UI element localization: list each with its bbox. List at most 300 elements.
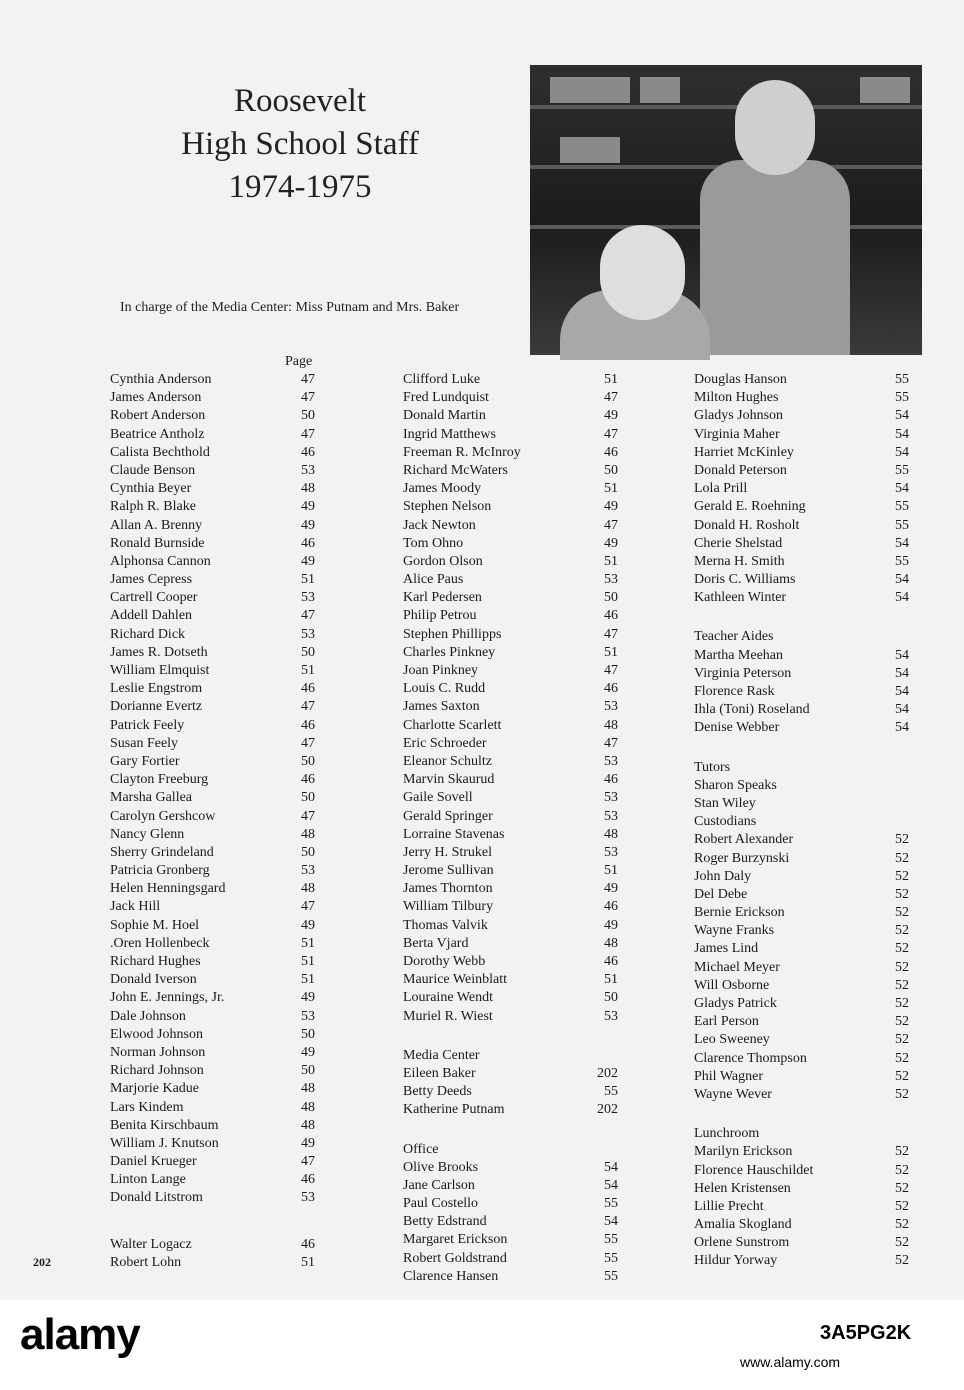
staff-page: 54 [895,535,909,551]
staff-page: 55 [604,1250,618,1266]
staff-row [403,917,618,935]
staff-name: Patricia Gronberg [110,863,210,879]
staff-page: 53 [301,1190,315,1206]
staff-row [403,1268,618,1286]
staff-name: Muriel R. Wiest [403,1008,493,1024]
staff-row [110,717,315,735]
staff-name: Calista Bechthold [110,444,210,460]
staff-row [110,1153,315,1171]
staff-row [110,1026,315,1044]
staff-row [694,1198,909,1216]
staff-page: 52 [895,1086,909,1102]
page-number: 202 [33,1255,51,1269]
staff-name: Ronald Burnside [110,535,205,551]
staff-name: Leo Sweeney [694,1032,770,1048]
staff-page: 46 [604,899,618,915]
staff-name: Phil Wagner [694,1068,763,1084]
staff-page: 47 [301,899,315,915]
staff-page: 53 [604,572,618,588]
staff-name: Richard Johnson [110,1063,204,1079]
staff-name: Marjorie Kadue [110,1081,200,1097]
staff-page: 52 [895,1180,909,1196]
staff-row [110,971,315,989]
staff-page: 202 [597,1102,618,1118]
staff-row [110,844,315,862]
staff-name: Denise Webber [694,720,780,736]
staff-row [110,589,315,607]
staff-name: James Saxton [403,699,480,715]
staff-name: Linton Lange [110,1172,186,1188]
staff-page: 202 [597,1065,618,1081]
section-heading: Teacher Aides [694,629,774,645]
staff-row [110,535,315,553]
staff-row [403,826,618,844]
staff-row [694,1180,909,1198]
staff-page: 49 [301,499,315,515]
staff-page: 54 [604,1177,618,1193]
staff-row [403,1008,618,1026]
staff-page: 52 [895,832,909,848]
staff-page: 53 [604,753,618,769]
staff-page: 49 [301,553,315,569]
staff-name: Susan Feely [110,735,179,751]
staff-page: 51 [301,954,315,969]
staff-name: Charlotte Scarlett [403,717,502,733]
staff-name: Hildur Yorway [694,1253,778,1269]
staff-row [403,698,618,716]
staff-row [403,517,618,535]
photo-caption: In charge of the Media Center: Miss Putnam and Mrs. Baker [120,300,460,315]
staff-name: Marsha Gallea [110,790,193,806]
staff-row [110,1254,315,1272]
staff-name: James Anderson [110,390,202,406]
staff-name: James R. Dotseth [110,644,208,660]
staff-row [694,683,909,701]
staff-page: 53 [604,808,618,824]
image-id: 3A5PG2K [820,1322,912,1344]
staff-name: James Lind [694,941,759,957]
staff-name: Clarence Thompson [694,1050,807,1066]
staff-row [694,480,909,498]
staff-name: .Oren Hollenbeck [110,935,210,951]
staff-name: Donald Iverson [110,972,197,988]
page-title: Roosevelt High School Staff 1974-1975 [181,83,419,205]
staff-page: 49 [604,917,618,933]
staff-row [694,1216,909,1234]
staff-name: Cherie Shelstad [694,535,783,551]
staff-name: Michael Meyer [694,959,780,975]
staff-page: 54 [895,590,909,606]
staff-name: Beatrice Antholz [110,426,205,442]
staff-name: Berta Vjard [403,935,469,951]
staff-row [694,426,909,444]
staff-row [110,607,315,625]
staff-name: Helen Henningsgard [110,881,226,897]
staff-name: Sherry Grindeland [110,844,214,860]
staff-row [110,571,315,589]
staff-name: Gerald Springer [403,808,493,824]
staff-row [110,462,315,480]
staff-name: Claude Benson [110,462,196,478]
staff-page: 47 [604,735,618,751]
staff-name: Bernie Erickson [694,905,785,921]
staff-page: 48 [301,1099,315,1115]
staff-row [403,789,618,807]
staff-row [403,407,618,425]
staff-page: 53 [604,699,618,715]
staff-page: 48 [301,826,315,842]
staff-row [110,407,315,425]
staff-page: 50 [301,790,315,806]
staff-row [694,1013,909,1031]
staff-name: Orlene Sunstrom [694,1235,790,1251]
staff-name: Gladys Johnson [694,408,784,424]
staff-row [403,771,618,789]
staff-name: Olive Brooks [403,1159,479,1175]
staff-row [110,917,315,935]
staff-name: Milton Hughes [694,390,779,406]
staff-name: Gordon Olson [403,553,483,569]
watermark-footer [0,1300,964,1390]
staff-row [694,1162,909,1180]
staff-row [694,647,909,665]
staff-name: Jane Carlson [403,1177,475,1193]
staff-name: Cartrell Cooper [110,590,198,606]
page-column-header: Page [285,354,313,369]
staff-page: 54 [895,481,909,497]
staff-name: Dorianne Evertz [110,699,203,715]
staff-page: 54 [895,647,909,663]
staff-page: 53 [604,844,618,860]
staff-page: 50 [604,462,618,478]
staff-name: Robert Anderson [110,408,206,424]
staff-page: 52 [895,1014,909,1030]
staff-name: Florence Rask [694,684,775,699]
staff-name: Gladys Patrick [694,996,777,1011]
staff-page: 50 [604,990,618,1006]
staff-column-left [110,371,315,1208]
staff-page: 49 [301,1135,315,1151]
staff-row [403,1159,618,1177]
staff-name: Jerry H. Strukel [403,844,493,860]
staff-row [403,426,618,444]
staff-page: 55 [604,1084,618,1100]
section-heading: Tutors [694,759,731,775]
staff-page: 46 [604,444,618,460]
staff-page: 46 [301,681,315,697]
staff-row [694,868,909,886]
staff-page: 51 [604,644,618,660]
staff-row [694,886,909,904]
staff-row [403,680,618,698]
staff-name: Lorraine Stavenas [403,826,505,842]
staff-row [403,953,618,971]
staff-row [403,1195,618,1213]
staff-row [403,626,618,644]
staff-page: 52 [895,1253,909,1269]
staff-column-middle [403,371,618,1286]
staff-page: 49 [604,408,618,424]
staff-row [694,665,909,683]
staff-name: Margaret Erickson [403,1232,508,1248]
staff-page: 46 [301,1237,315,1252]
staff-row [110,953,315,971]
staff-name: Florence Hauschildet [694,1162,814,1178]
staff-row [694,959,909,977]
staff-row [694,795,909,813]
staff-page: 53 [301,626,315,642]
staff-row [694,1050,909,1068]
staff-row [403,935,618,953]
staff-name: Donald H. Rosholt [694,517,800,533]
staff-page: 52 [895,1235,909,1251]
staff-row [110,626,315,644]
staff-name: William Elmquist [110,663,210,678]
staff-row [403,389,618,407]
staff-name: Elwood Johnson [110,1026,203,1042]
staff-row [694,977,909,995]
staff-name: Doris C. Williams [694,572,796,588]
staff-name: Merna H. Smith [694,553,785,569]
staff-name: Clifford Luke [403,372,481,387]
staff-row [403,898,618,916]
staff-page: 55 [895,499,909,515]
staff-page: 49 [301,917,315,933]
staff-page: 51 [604,481,618,497]
staff-name: Betty Deeds [403,1084,472,1100]
staff-page: 47 [604,626,618,642]
staff-page: 49 [604,881,618,897]
staff-page: 52 [895,886,909,902]
staff-row [110,935,315,953]
staff-page: 53 [604,790,618,806]
staff-row [694,1252,909,1270]
staff-row [110,1080,315,1098]
staff-name: James Moody [403,481,482,497]
staff-row [110,989,315,1007]
staff-row [694,535,909,553]
staff-page: 51 [301,935,315,951]
staff-name: Alice Paus [403,572,464,588]
staff-row [403,880,618,898]
staff-name: Betty Edstrand [403,1214,487,1230]
staff-row [403,971,618,989]
staff-name: Gerald E. Roehning [694,499,806,515]
staff-name: Martha Meehan [694,647,784,663]
staff-page: 50 [301,644,315,660]
staff-row [694,940,909,958]
staff-name: Carolyn Gershcow [110,808,216,824]
section-heading: Office [403,1141,439,1157]
staff-name: Donald Martin [403,408,486,424]
staff-name: Maurice Weinblatt [403,972,507,988]
staff-row [110,862,315,880]
staff-row [403,753,618,771]
staff-name: Roger Burzynski [694,850,790,866]
staff-row [110,1189,315,1207]
staff-page: 55 [895,553,909,569]
staff-row [110,1008,315,1026]
staff-page: 53 [301,1008,315,1024]
staff-row [694,517,909,535]
staff-row [694,701,909,719]
staff-page: 47 [301,699,315,715]
staff-name: Lola Prill [694,481,748,497]
staff-page: 52 [895,1198,909,1214]
staff-page: 53 [301,462,315,478]
staff-row [694,389,909,407]
staff-name: William J. Knutson [110,1135,219,1151]
staff-name: Patrick Feely [110,717,185,733]
staff-page: 47 [301,390,315,406]
staff-name: Robert Lohn [110,1255,182,1271]
staff-row [110,789,315,807]
staff-name: Leslie Engstrom [110,681,203,697]
staff-row [403,717,618,735]
staff-row [694,1068,909,1086]
staff-name: Jerome Sullivan [403,863,494,879]
staff-page [879,777,909,795]
staff-page: 55 [604,1232,618,1248]
staff-name: Daniel Krueger [110,1154,197,1170]
staff-row [694,922,909,940]
staff-row [694,1031,909,1049]
staff-page: 48 [301,1117,315,1133]
staff-row [110,898,315,916]
staff-row [110,753,315,771]
staff-name: Robert Alexander [694,832,794,848]
staff-page: 55 [604,1268,618,1284]
staff-page: 54 [895,572,909,588]
staff-row [110,644,315,662]
staff-page: 52 [895,1050,909,1066]
staff-page: 46 [604,772,618,788]
staff-page: 49 [301,517,315,533]
staff-name: Freeman R. McInroy [403,444,521,460]
staff-name: Dale Johnson [110,1008,186,1024]
staff-name: Cynthia Anderson [110,372,212,387]
staff-page: 46 [604,681,618,697]
staff-page: 47 [604,663,618,678]
staff-name: Kathleen Winter [694,590,787,606]
staff-row [403,1065,618,1083]
staff-page: 50 [301,844,315,860]
staff-row [403,808,618,826]
staff-name: Clayton Freeburg [110,772,209,788]
staff-name: John E. Jennings, Jr. [110,990,225,1006]
staff-page: 54 [895,720,909,736]
staff-row [403,662,618,680]
staff-row [403,498,618,516]
staff-page: 48 [301,1081,315,1097]
staff-name: Fred Lundquist [403,390,489,406]
staff-row [403,480,618,498]
staff-page: 51 [301,663,315,678]
staff-page: 51 [301,972,315,988]
staff-page: 47 [604,426,618,442]
staff-row [110,1117,315,1135]
staff-column-left-tail [110,1236,315,1272]
staff-name: Ihla (Toni) Roseland [694,702,810,718]
staff-row [110,698,315,716]
staff-row [403,862,618,880]
staff-page: 46 [301,772,315,788]
staff-name: Lars Kindem [110,1099,184,1115]
staff-page: 52 [895,905,909,921]
staff-name: Gaile Sovell [403,790,473,806]
staff-row [694,1234,909,1252]
staff-page: 54 [895,408,909,424]
staff-page: 54 [895,444,909,460]
site-url: www.alamy.com [740,1354,841,1370]
staff-row [403,844,618,862]
staff-page: 46 [604,954,618,969]
staff-name: Harriet McKinley [694,444,794,460]
staff-name: Virginia Peterson [694,665,792,681]
staff-row [694,553,909,571]
staff-name: Helen Kristensen [694,1180,791,1196]
staff-page: 47 [301,735,315,751]
staff-name: Amalia Skogland [694,1217,792,1233]
staff-row [110,444,315,462]
staff-page: 48 [604,826,618,842]
staff-page: 50 [301,1063,315,1079]
staff-name: Douglas Hanson [694,372,787,387]
staff-page: 47 [301,372,315,387]
staff-row [694,777,909,795]
staff-page: 47 [604,517,618,533]
staff-row [110,1236,315,1254]
staff-row [110,480,315,498]
staff-name: Gary Fortier [110,753,180,769]
staff-row [694,831,909,849]
staff-page: 49 [301,1044,315,1060]
staff-name: Stephen Nelson [403,499,492,515]
staff-name: Benita Kirschbaum [110,1117,219,1133]
staff-page: 52 [895,1217,909,1233]
staff-page: 54 [895,426,909,442]
staff-row [694,1086,909,1104]
staff-row [403,1177,618,1195]
staff-name: Louis C. Rudd [403,681,486,697]
staff-page: 47 [301,426,315,442]
staff-row [110,680,315,698]
staff-page: 52 [895,923,909,939]
staff-row [110,880,315,898]
staff-page: 52 [895,977,909,993]
staff-name: William Tilbury [403,899,494,915]
staff-page: 46 [301,1172,315,1188]
alamy-logo: alamy [20,1310,140,1359]
staff-name: Eric Schroeder [403,735,487,751]
staff-row [694,589,909,607]
staff-row [110,662,315,680]
staff-row [403,1083,618,1101]
staff-name: Katherine Putnam [403,1102,505,1118]
staff-row [403,989,618,1007]
staff-name: Tom Ohno [403,535,464,551]
staff-page: 51 [604,863,618,879]
staff-page: 48 [301,881,315,897]
staff-page: 52 [895,1162,909,1178]
staff-row [694,371,909,389]
staff-name: Stephen Phillipps [403,626,502,642]
staff-page: 53 [301,590,315,606]
staff-row [110,517,315,535]
staff-name: Lillie Precht [694,1198,764,1214]
staff-page: 54 [895,665,909,681]
staff-name: Sharon Speaks [694,777,777,793]
